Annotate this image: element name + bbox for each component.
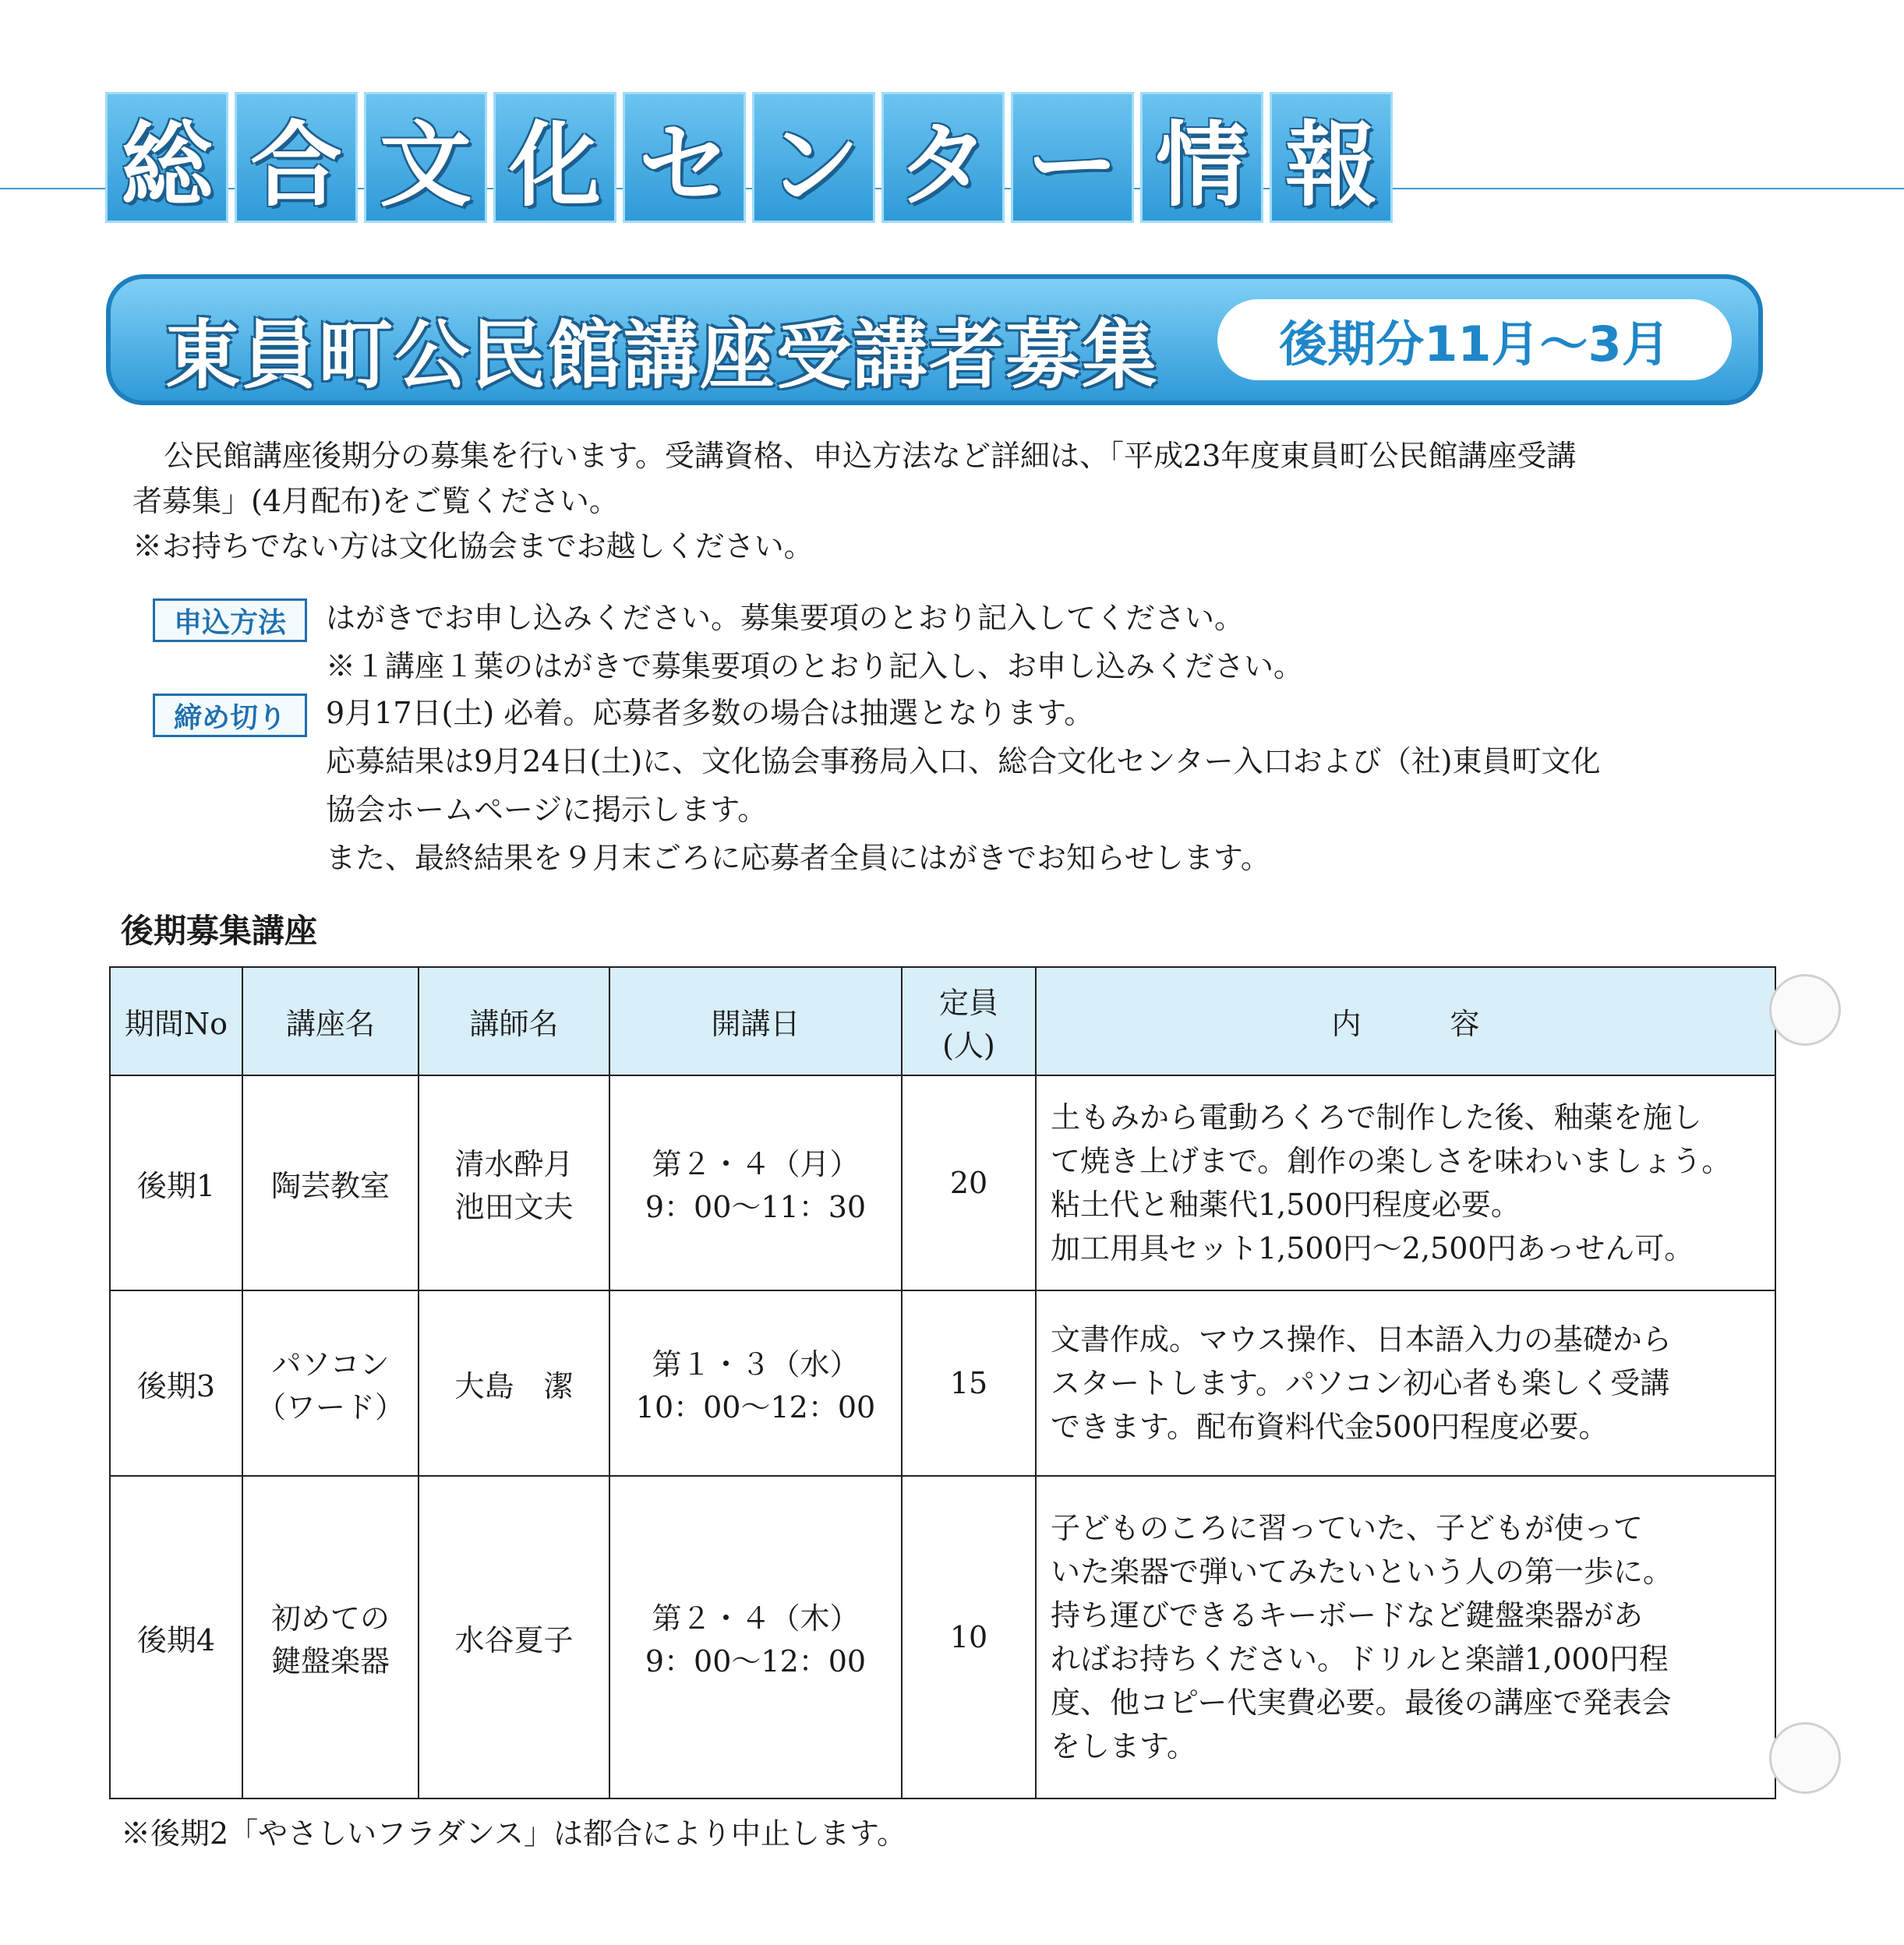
col-no: 期間No [110,967,242,1075]
content-line: 持ち運びできるキーボードなど鍵盤楽器があ [1051,1598,1644,1633]
row-no: 後期1 [110,1075,242,1290]
content-line: 粘土代と釉薬代1,500円程度必要。 [1051,1188,1521,1222]
intro-line: ※お持ちでない方は文化協会までお越しください。 [132,529,814,563]
teacher-line: 池田文夫 [454,1190,574,1224]
content-line: スタートします。パソコン初心者も楽しく受講 [1051,1366,1670,1400]
row-content [1036,1290,1775,1476]
row-content [1036,1075,1775,1290]
row-name [242,1075,419,1290]
date-line: 第２・４（木） [652,1601,860,1636]
header-char: 総 [105,92,228,223]
row-teacher [419,1290,609,1476]
punch-hole-icon [1769,974,1841,1046]
course-table [109,966,1776,1799]
table-title: 後期募集講座 [121,912,318,950]
date-line: 第１・３（水） [652,1347,860,1382]
row-name [242,1476,419,1799]
header-char: 報 [1270,92,1393,223]
content-line: て焼き上げまで。創作の楽しさを味わいましょう。 [1051,1144,1732,1178]
table-header-row [110,967,1775,1075]
teacher-line: 水谷夏子 [454,1622,574,1657]
deadline-line: 協会ホームページに掲示します。 [326,792,768,827]
content-line: 文書作成。マウス操作、日本語入力の基礎から [1051,1322,1672,1357]
table-row [110,1290,1775,1476]
row-capacity: 10 [902,1476,1036,1799]
col-capacity-label: 定員 [938,985,998,1020]
section-header [105,92,1393,223]
col-date: 開講日 [609,967,902,1075]
row-name [242,1290,419,1476]
period-badge: 後期分11月～3月 [1217,299,1732,380]
row-content [1036,1476,1775,1799]
header-char: 合 [235,92,358,223]
row-name-line: パソコン [271,1347,390,1382]
row-teacher [419,1075,609,1290]
deadline-line: 応募結果は9月24日(土)に、文化協会事務局入口、総合文化センター入口および（社)東員町文化 [326,744,1601,778]
title-banner [106,274,1763,405]
deadline-line: 9月17日(土) 必着。応募者多数の場合は抽選となります。 [326,696,1094,730]
apply-line: ※１講座１葉のはがきで募集要項のとおり記入し、お申し込みください。 [326,649,1304,683]
row-no: 後期4 [110,1476,242,1799]
content-line: 加工用具セット1,500円～2,500円あっせん可。 [1051,1231,1694,1265]
deadline-line: また、最終結果を９月末ごろに応募者全員にはがきでお知らせします。 [326,841,1270,875]
row-capacity: 20 [902,1075,1036,1290]
row-capacity: 15 [902,1290,1036,1476]
header-char: セ [623,92,746,223]
row-date [609,1290,902,1476]
time-line: 9：00～11：30 [645,1190,867,1224]
row-name-line: 初めての [270,1601,390,1636]
table-row [110,1476,1775,1799]
col-capacity [902,967,1036,1075]
row-no: 後期3 [110,1290,242,1476]
header-char: 文 [364,92,487,223]
apply-line: はがきでお申し込みください。募集要項のとおり記入してください。 [326,601,1245,635]
content-line: 度、他コピー代実費必要。最後の講座で発表会 [1051,1686,1672,1720]
banner-title: 東員町公民館講座受講者募集 [165,312,1158,399]
intro-line: 公民館講座後期分の募集を行います。受講資格、申込方法など詳細は、「平成23年度東員町公民館講座受講 [164,439,1577,473]
date-line: 第２・４（月） [652,1147,860,1181]
row-name-line: 陶芸教室 [270,1168,390,1203]
col-teacher: 講師名 [419,967,609,1075]
row-name-line: 鍵盤楽器 [270,1644,390,1678]
col-name: 講座名 [242,967,419,1075]
content-line: をします。 [1051,1729,1196,1763]
punch-hole-icon [1769,1722,1841,1794]
header-char: 化 [493,92,616,223]
header-char: ン [752,92,875,223]
content-line: 子どものころに習っていた、子どもが使って [1051,1511,1644,1545]
header-char: 情 [1140,92,1263,223]
col-capacity-unit: (人) [942,1028,995,1063]
footer-note: ※後期2「やさしいフラダンス」は都合により中止します。 [121,1816,906,1851]
content-line: 土もみから電動ろくろで制作した後、釉薬を施し [1051,1100,1702,1135]
content-line: いた楽器で弾いてみたいという人の第一歩に。 [1051,1555,1673,1589]
apply-label: 申込方法 [153,598,307,642]
teacher-line: 清水酔月 [454,1147,574,1181]
time-line: 10：00～12：00 [635,1390,876,1424]
intro-line: 者募集」(4月配布)をご覧ください。 [132,484,619,518]
teacher-line: 大島 潔 [454,1368,574,1403]
table-row [110,1075,1775,1290]
content-line: できます。配布資料代金500円程度必要。 [1051,1410,1609,1444]
row-date [609,1476,902,1799]
row-teacher [419,1476,609,1799]
col-content: 内 容 [1036,967,1775,1075]
header-char: ー [1011,92,1134,223]
time-line: 9：00～12：00 [645,1644,867,1678]
content-line: ればお持ちください。ドリルと楽譜1,000円程 [1051,1642,1669,1676]
header-char: タ [881,92,1005,223]
row-date [609,1075,902,1290]
row-name-line: （ワード） [256,1390,404,1424]
deadline-label: 締め切り [153,694,307,737]
